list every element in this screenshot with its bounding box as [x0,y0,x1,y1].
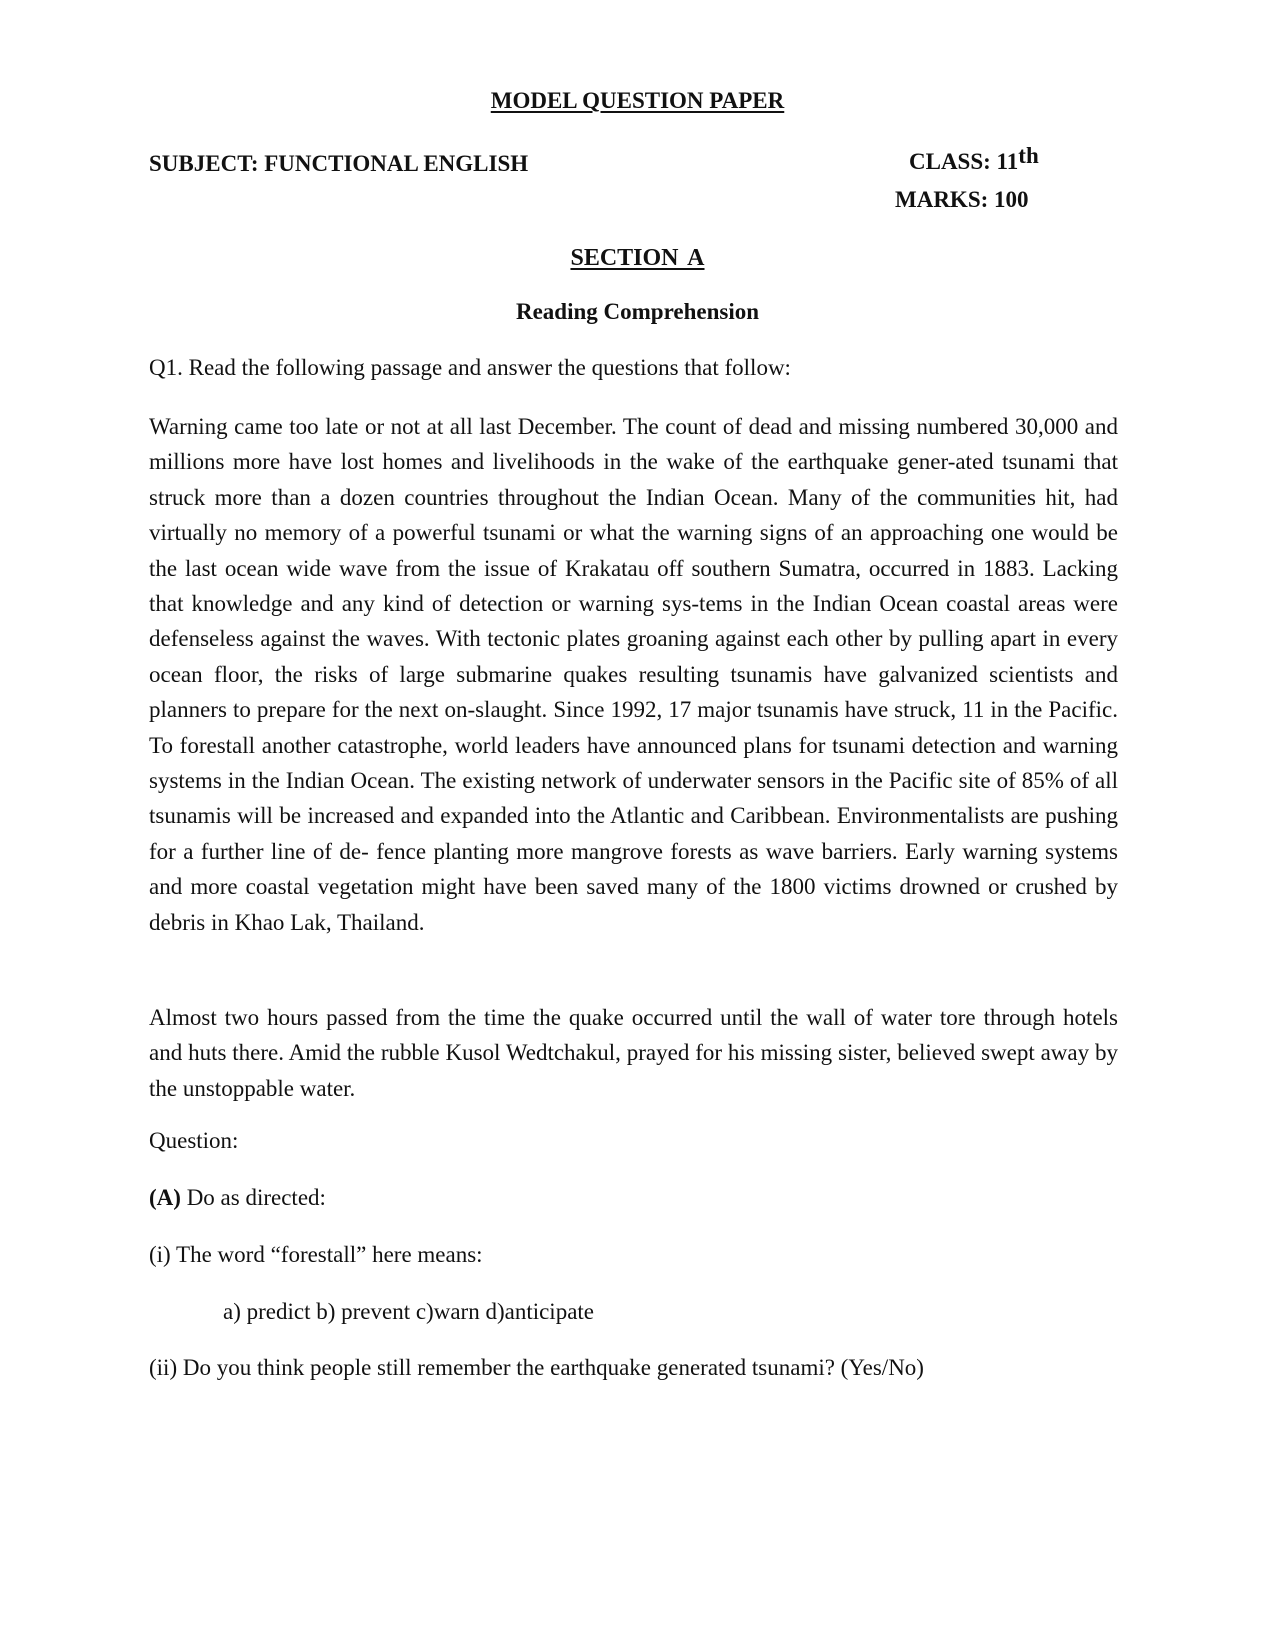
class-superscript: th [1018,143,1039,168]
part-a-instruction [149,1185,326,1211]
class-text: CLASS: 11 [909,149,1019,174]
question-item-i: (i) The word “forestall” here means: [149,1242,483,1267]
section-subheading: Reading Comprehension [515,299,760,324]
passage-paragraph-1: Warning came too late or not at all last December. The count of dead and missing numbered 30,000 and millions more have lost homes and livelihoods in the wake of the earthquake gener-ated tsunami that struck more than a dozen countries throughout the Indian Ocean. Many of the communities hit, had virtually no memory of a powerful tsunami or what the warning signs of an approaching one would be the last ocean wide wave from the issue of Krakatau off southern Sumatra, occurred in 1883. Lacking that knowledge and any kind of detection or warning sys-tems in the Indian Ocean coastal areas were defenseless against the waves. With tectonic plates groaning against each other by pulling apart in every ocean floor, the risks of large submarine quakes resulting tsunamis have galvanized scientists and planners to prepare for the next on-slaught. Since 1992, 17 major tsunamis have struck, 11 in the Pacific. To forestall another catastrophe, world leaders have announced plans for tsunami detection and warning systems in the Indian Ocean. The existing network of underwater sensors in the Pacific site of 85% of all tsunamis will be increased and expanded into the Atlantic and Caribbean. Environmentalists are pushing for a further line of de- fence planting more mangrove forests as wave barriers. Early warning systems and more coastal vegetation might have been saved many of the 1800 victims drowned or crushed by debris in Khao Lak, Thailand. [149,414,1118,935]
passage-paragraph-2: Almost two hours passed from the time the quake occurred until the wall of water tore through hotels and huts there. Amid the rubble Kusol Wedtchakul, prayed for his missing sister, believed swept away by the unstoppable water. [149,1005,1118,1101]
question-label: Question: [149,1128,239,1153]
subject-label: SUBJECT: FUNCTIONAL ENGLISH [149,151,529,176]
paper-title: MODEL QUESTION PAPER [490,88,785,113]
class-label [909,143,1039,175]
question-item-i-options: a) predict b) prevent c)warn d)anticipate [223,1299,594,1324]
marks-label: MARKS: 100 [895,187,1029,212]
section-heading: SECTION A [570,245,705,271]
part-a-label: (A) [149,1185,181,1210]
part-a-text: Do as directed: [180,1185,326,1210]
question-item-ii: (ii) Do you think people still remember the earthquake generated tsunami? (Yes/No) [149,1355,924,1380]
question-1-prompt: Q1. Read the following passage and answer the questions that follow: [149,355,791,380]
